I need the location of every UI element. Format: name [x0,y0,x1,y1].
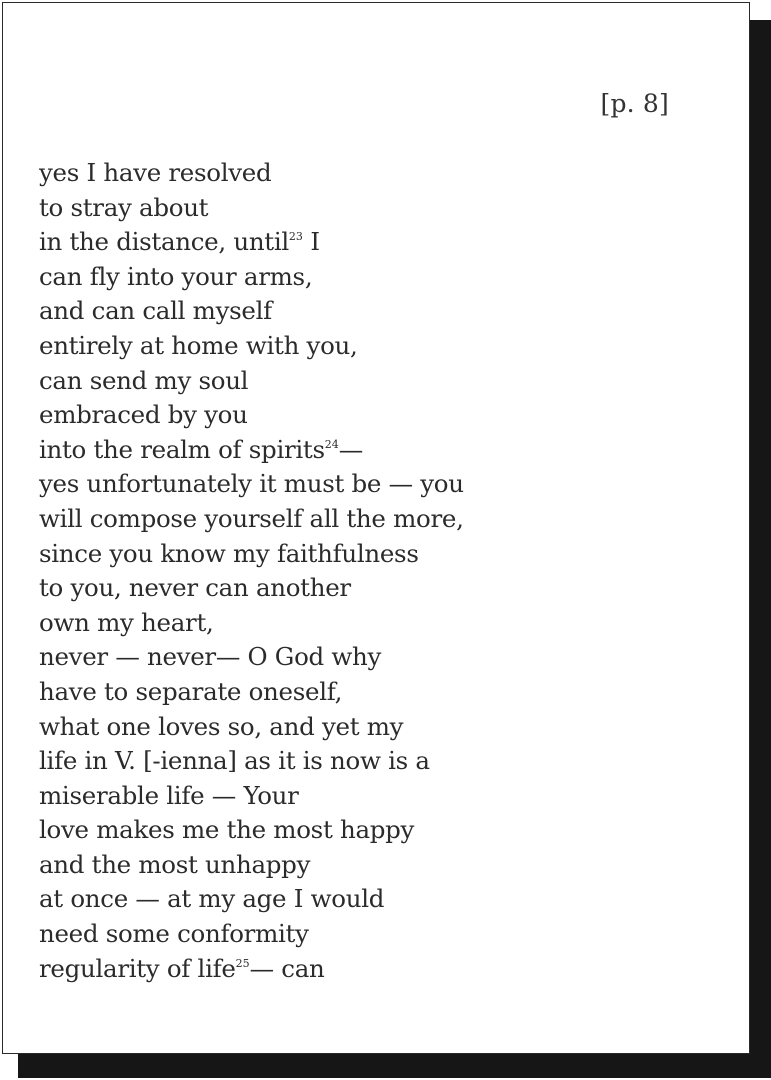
letter-text [39,156,464,986]
text-line [39,675,464,710]
line-text: to you, never can another [39,573,351,603]
line-text: into the realm of spirits [39,434,325,464]
text-line [39,329,464,364]
text-line [39,225,464,260]
line-text: miserable life — Your [39,780,299,810]
line-text: can fly into your arms, [39,261,313,291]
text-line [39,294,464,329]
line-text: at once — at my age I would [39,884,385,914]
page-number: [p. 8] [600,89,669,118]
line-text: embraced by you [39,400,248,430]
line-text: regularity of life [39,953,236,983]
text-line [39,260,464,295]
text-line [39,917,464,952]
line-text: to stray about [39,192,209,222]
line-text: yes unfortunately it must be — you [39,469,464,499]
line-text: can send my soul [39,365,249,395]
line-text: yes I have resolved [39,158,272,187]
text-line [39,640,464,675]
text-line [39,156,464,191]
footnote-marker: 23 [288,230,303,244]
text-line [39,710,464,745]
text-line [39,744,464,779]
text-line [39,502,464,537]
line-text-continuation: — [338,434,363,464]
text-line [39,537,464,572]
line-text-continuation: I [302,227,320,257]
text-line [39,398,464,433]
line-text: love makes me the most happy [39,815,415,845]
line-text: what one loves so, and yet my [39,711,404,741]
line-text: have to separate oneself, [39,676,343,706]
text-line [39,433,464,468]
text-line [39,848,464,883]
line-text: entirely at home with you, [39,330,358,360]
text-line [39,813,464,848]
letter-page [2,2,750,1054]
text-line [39,191,464,226]
line-text: own my heart, [39,607,214,637]
line-text: since you know my faithfulness [39,538,419,568]
line-text: and the most unhappy [39,849,311,879]
line-text: need some conformity [39,919,309,949]
text-line [39,467,464,502]
text-line [39,606,464,641]
line-text-continuation: — can [249,953,325,983]
text-line [39,779,464,814]
line-text: never — never— O God why [39,642,382,672]
footnote-marker: 24 [324,437,339,451]
text-line [39,364,464,399]
text-line [39,571,464,606]
text-line [39,952,464,987]
line-text: life in V. [-ienna] as it is now is a [39,746,430,776]
line-text: in the distance, until [39,227,289,257]
text-line [39,882,464,917]
line-text: and can call myself [39,296,272,326]
footnote-marker: 25 [235,956,250,970]
line-text: will compose yourself all the more, [39,503,464,533]
